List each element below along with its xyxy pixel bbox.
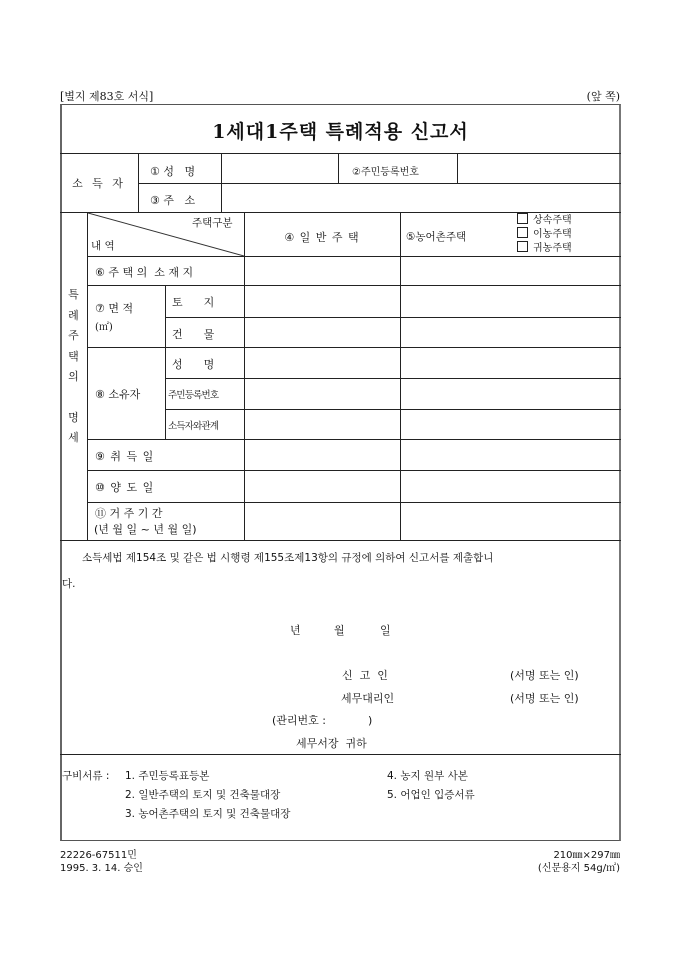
- rural-building-field[interactable]: [401, 318, 618, 346]
- declaration-text: 소득세법 제154조 및 같은 법 시행령 제155조제13항의 규정에 의하여 신고서를 제출합니: [82, 552, 494, 564]
- checkbox[interactable]: [517, 241, 528, 252]
- agent-label: 세무대리인: [341, 692, 395, 705]
- rural-option-inherited[interactable]: 상속주택: [517, 213, 572, 227]
- area-unit: (㎡): [95, 322, 113, 333]
- date-day: 일: [380, 624, 391, 637]
- divider: [60, 540, 621, 541]
- divider: [138, 153, 139, 212]
- attachment-item: 3. 농어촌주택의 토지 및 건축물대장: [125, 808, 291, 820]
- addressee: 세무서장 귀하: [296, 737, 367, 750]
- general-residence-field[interactable]: [245, 503, 399, 539]
- reporter-sign[interactable]: (서명 또는 인): [510, 669, 579, 682]
- address-field[interactable]: [222, 184, 618, 211]
- residence-period-sub: (년 월 일 ~ 년 월 일): [94, 523, 197, 536]
- general-transfer-field[interactable]: [245, 471, 399, 501]
- rural-owner-resident-field[interactable]: [401, 379, 618, 408]
- resident-no-label: ②주민등록번호: [352, 167, 419, 178]
- residence-period-label: ⑪ 거 주 기 간: [95, 507, 163, 520]
- attachment-item: 4. 농지 원부 사본: [387, 770, 468, 782]
- resident-no-field[interactable]: [458, 154, 618, 182]
- attachments-label: 구비서류 :: [62, 770, 110, 782]
- approval-date: 1995. 3. 14. 승인: [60, 863, 143, 874]
- general-land-field[interactable]: [245, 286, 399, 316]
- attachment-item: 5. 어업인 입증서류: [387, 789, 475, 801]
- diagonal-top-label: 주택구분: [192, 217, 233, 229]
- rural-land-field[interactable]: [401, 286, 618, 316]
- paper-type: (신문용지 54g/㎡): [537, 863, 620, 874]
- attachment-item: 2. 일반주택의 토지 및 건축물대장: [125, 789, 281, 801]
- area-label: ⑦ 면 적: [95, 302, 134, 315]
- attachment-item: 1. 주민등록표등본: [125, 770, 210, 782]
- general-building-field[interactable]: [245, 318, 399, 346]
- owner-row-label: ⑧ 소유자: [95, 388, 141, 401]
- rural-residence-field[interactable]: [401, 503, 618, 539]
- owner-relation-label: 소득자와관계: [168, 421, 219, 432]
- rural-owner-relation-field[interactable]: [401, 410, 618, 438]
- management-number: (관리번호 : ): [272, 714, 373, 727]
- general-owner-name-field[interactable]: [245, 348, 399, 377]
- divider: [87, 212, 88, 540]
- form-code: 22226-67511민: [60, 850, 137, 861]
- reporter-label: 신 고 인: [342, 669, 388, 682]
- checkbox[interactable]: [517, 227, 528, 238]
- divider: [60, 754, 621, 755]
- date-month: 월: [334, 624, 345, 637]
- general-owner-relation-field[interactable]: [245, 410, 399, 438]
- page-title: 1세대1주택 특례적용 신고서: [212, 121, 469, 143]
- owner-resident-no-label: 주민등록번호: [168, 390, 219, 401]
- rural-options: [517, 213, 572, 255]
- rural-transfer-field[interactable]: [401, 471, 618, 501]
- owner-name-label: 성 명: [172, 358, 215, 371]
- rural-option-return-farm[interactable]: 귀농주택: [517, 241, 572, 255]
- rural-owner-name-field[interactable]: [401, 348, 618, 377]
- rural-location-field[interactable]: [401, 257, 618, 284]
- section-side-label: 특 례 주 택 의 명 세: [68, 288, 79, 444]
- address-label: ③ 주 소: [150, 194, 196, 207]
- location-label: ⑥ 주 택 의 소 재 지: [95, 266, 194, 279]
- rural-option-leave-farm[interactable]: 이농주택: [517, 227, 572, 241]
- paper-size: 210㎜×297㎜: [553, 850, 620, 861]
- declaration-text-cont: 다.: [62, 578, 76, 590]
- form-number: [별지 제83호 서식]: [60, 90, 154, 103]
- divider: [338, 153, 339, 183]
- building-label: 건 물: [172, 328, 215, 341]
- diagonal-bottom-label: 내 역: [91, 240, 115, 252]
- general-location-field[interactable]: [245, 257, 399, 284]
- rural-acquisition-field[interactable]: [401, 440, 618, 469]
- rural-house-header: ⑤농어촌주택: [406, 231, 467, 243]
- name-field[interactable]: [222, 154, 337, 182]
- land-label: 토 지: [172, 296, 215, 309]
- general-owner-resident-field[interactable]: [245, 379, 399, 408]
- date-year: 년: [290, 624, 301, 637]
- general-acquisition-field[interactable]: [245, 440, 399, 469]
- transfer-date-label: ⑩ 양 도 일: [95, 481, 155, 494]
- page-side: (앞 쪽): [586, 90, 620, 103]
- acquisition-date-label: ⑨ 취 득 일: [95, 450, 155, 463]
- general-house-header: ④ 일 반 주 택: [284, 231, 360, 244]
- name-label: ① 성 명: [150, 165, 196, 178]
- agent-sign[interactable]: (서명 또는 인): [510, 692, 579, 705]
- divider: [165, 285, 166, 439]
- checkbox[interactable]: [517, 213, 528, 224]
- owner-label: 소 득 자: [72, 177, 126, 190]
